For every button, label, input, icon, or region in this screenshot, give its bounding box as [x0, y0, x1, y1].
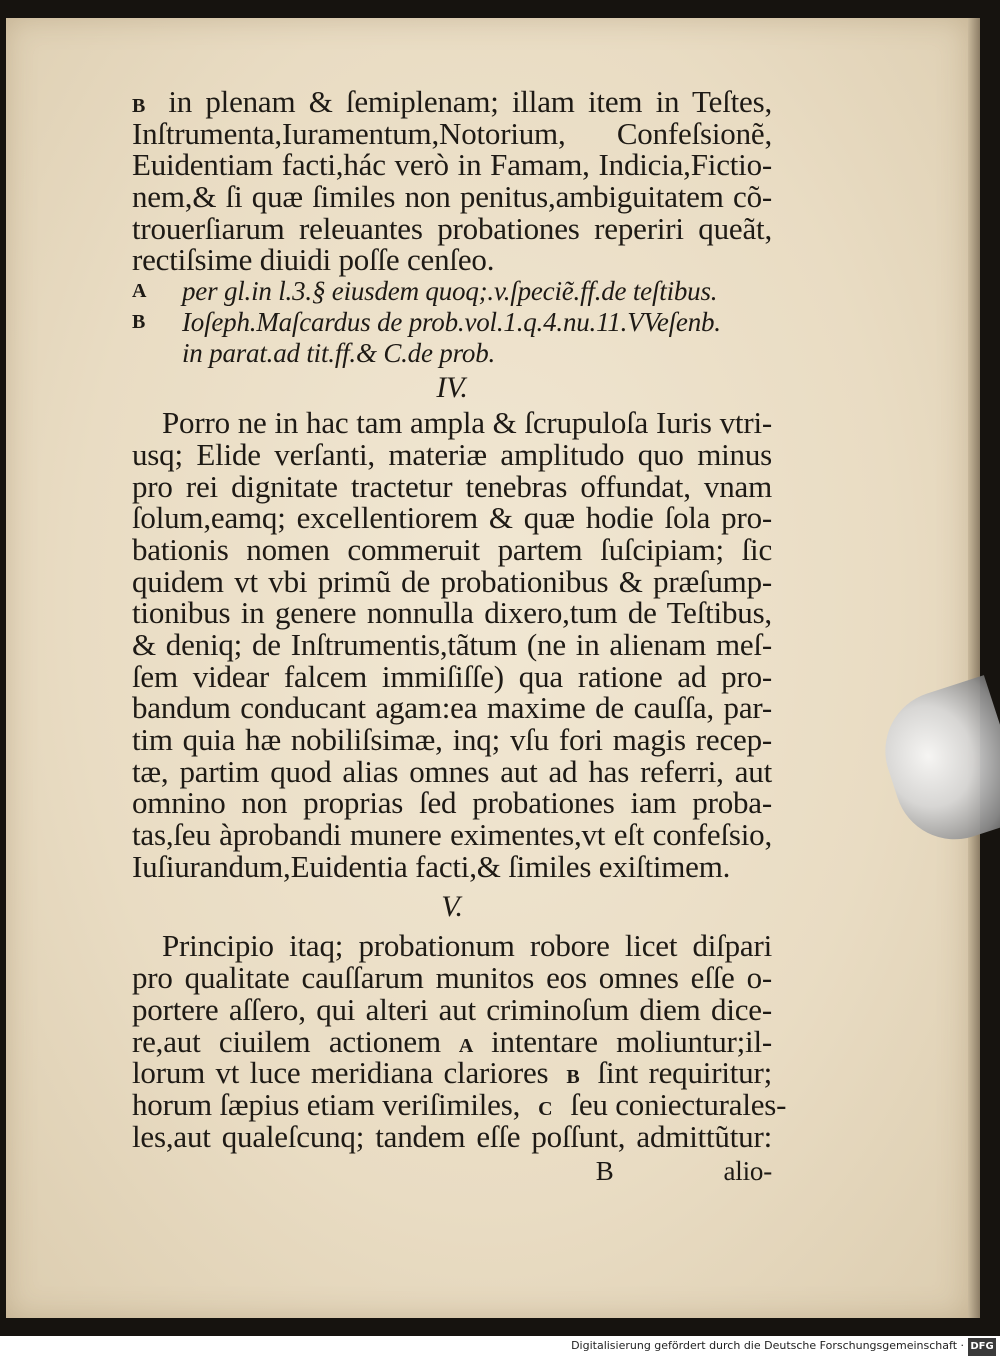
footnote-text: Ioſeph.Maſcardus de prob.vol.1.q.4.nu.11.VVeſenb.: [182, 307, 721, 338]
signature-mark: B: [595, 1156, 614, 1187]
footnote: [132, 307, 772, 338]
text-line: horum ſæpius etiam veriſimiles, C ſeu coniecturales-: [132, 1086, 787, 1122]
text-line: ſolum,eamq; excellentiorem & quæ hodie ſola pro-: [132, 500, 772, 536]
text-line: tionibus in genere nonnulla dixero,tum de Teſtibus,: [132, 595, 772, 631]
text-line: Iuſiurandum,Euidentia facti,& ſimiles exiſtimem.: [132, 848, 731, 884]
footnote: [132, 276, 772, 307]
text-line: lorum vt luce meridiana clariores B ſint requiritur;: [132, 1055, 772, 1091]
credit-bar: [0, 1336, 1000, 1360]
page-footer-marks: [132, 1156, 772, 1192]
page-text: [132, 84, 787, 1192]
catchword: alio-: [723, 1156, 772, 1187]
text-line: re,aut ciuilem actionem A intentare moliuntur;il-: [132, 1023, 772, 1059]
text-line: tim quia hæ nobiliſsimæ, inq; vſu fori magis recep-: [132, 722, 772, 757]
text-line: quidem vt vbi primũ de probationibus & præſump-: [132, 563, 772, 599]
reference-letter: C: [538, 1097, 553, 1120]
section-heading-v: V.: [441, 890, 463, 924]
text-line: bationis nomen commeruit partem ſuſcipiam; ſic: [132, 531, 772, 567]
text-line: Euidentiam facti,hác verò in Famam, Indicia,Fictio-: [132, 147, 772, 183]
text-line: usq; Elide verſanti, materiæ amplitudo quo minus: [132, 436, 772, 472]
text-line: les,aut qualeſcunq; tandem eſſe poſſunt, admittũtur:: [132, 1118, 772, 1154]
text-line: B in plenam & ſemiplenam; illam item in Teſtes,: [132, 84, 772, 119]
text-line: tas,ſeu àprobandi munere eximentes,vt eſt confeſsio,: [132, 817, 772, 853]
footnote-letter: A: [132, 280, 147, 303]
footnote-letter: B: [132, 311, 146, 334]
footnote-text: per gl.in l.3.§ eiusdem quoq;.v.ſpeciẽ.ff.de teſtibus.: [182, 276, 718, 307]
page-edge: [968, 18, 980, 1318]
section-heading-iv: IV.: [436, 371, 468, 405]
text-line: pro qualitate cauſſarum munitos eos omnes eſſe o-: [132, 960, 772, 996]
text-line: ſem videar falcem immiſiſſe) qua ratione ad pro-: [132, 658, 772, 694]
text-line: nem,& ſi quæ ſimiles non penitus,ambiguitatem cõ-: [132, 179, 772, 215]
text-line: bandum conducant agam:ea maxime de cauſſa, par-: [132, 690, 772, 726]
reference-letter: A: [458, 1034, 474, 1057]
marginal-letter: B: [132, 95, 147, 117]
dfg-logo: DFG: [968, 1338, 996, 1356]
text-line: omnino non proprias ſed probationes iam proba-: [132, 785, 772, 821]
text-line: & deniq; de Inſtrumentis,tãtum (ne in alienam meſ-: [132, 626, 772, 662]
text-line: Porro ne in hac tam ampla & ſcrupuloſa Iuris vtri-: [162, 405, 772, 441]
text-line: Principio itaq; probationum robore licet diſpari: [162, 928, 772, 964]
reference-letter: B: [566, 1066, 580, 1089]
text-line: portere aſſero, qui alteri aut criminoſum diem dice-: [132, 991, 772, 1027]
footnote-text: in parat.ad tit.ff.& C.de prob.: [182, 338, 496, 369]
text-line: pro rei dignitate tractetur tenebras offundat, vnam: [132, 468, 772, 504]
text-line: Inſtrumenta,Iuramentum,Notorium, Confeſsionẽ,: [132, 115, 772, 151]
text-line: tæ, partim quod alias omnes aut ad has referri, aut: [132, 753, 772, 789]
text-line: rectiſsime diuidi poſſe cenſeo.: [132, 242, 495, 278]
text-line: trouerſiarum releuantes probationes reperiri queãt,: [132, 210, 772, 246]
credit-text: Digitalisierung gefördert durch die Deutsche Forschungsgemeinschaft ·: [571, 1339, 964, 1352]
